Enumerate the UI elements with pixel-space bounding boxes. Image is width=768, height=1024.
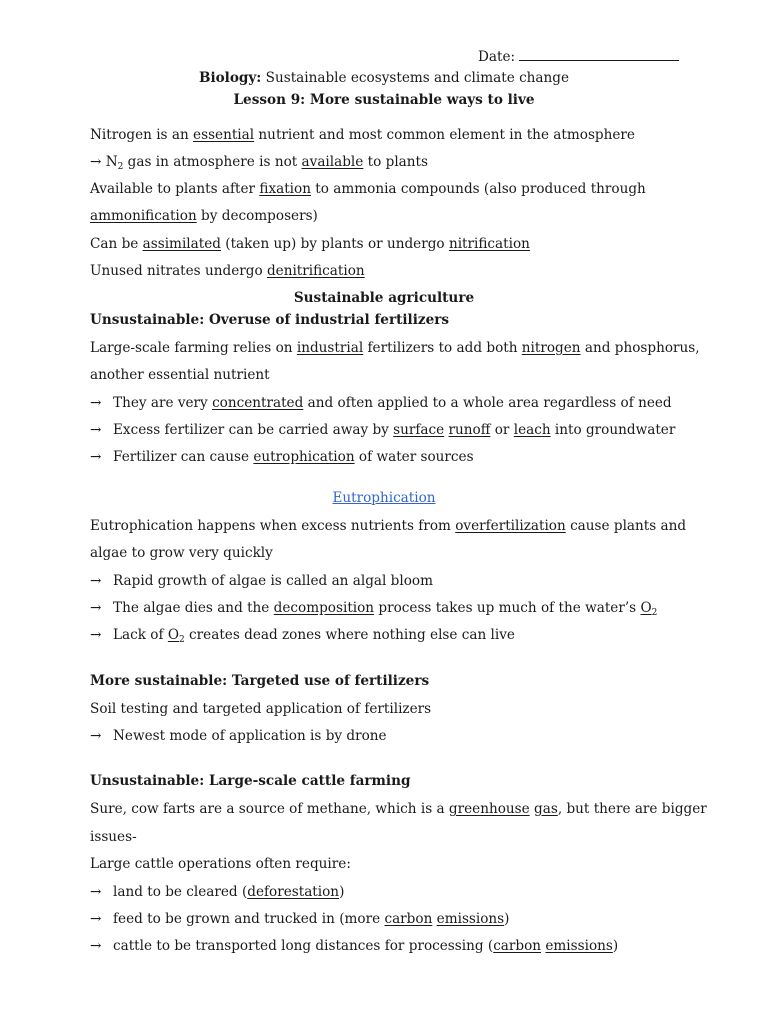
- term-runoff: runoff: [448, 422, 491, 438]
- subscript: 2: [651, 608, 658, 618]
- term-concentrated: concentrated: [212, 395, 304, 411]
- term-available: available: [301, 154, 364, 170]
- text: Large-scale farming relies on: [90, 340, 297, 356]
- nitrogen-line-5: [90, 235, 530, 253]
- text: Excess fertilizer can be carried away by: [113, 422, 394, 438]
- arrow-icon: →: [90, 395, 102, 411]
- date-field: [478, 48, 679, 66]
- agriculture-line-1: [90, 339, 700, 357]
- eutrophication-link-row: [0, 489, 768, 507]
- bullet-eutrophication: [90, 448, 474, 466]
- term-overfertilization: overfertilization: [455, 518, 566, 534]
- bullet-runoff: [90, 421, 675, 439]
- text: Unused nitrates undergo: [90, 263, 267, 279]
- bullet-deforestation: [90, 883, 344, 901]
- arrow-icon: →: [90, 600, 102, 616]
- section-title-agriculture: Sustainable agriculture: [293, 290, 475, 306]
- arrow-icon: →: [90, 728, 102, 744]
- text: gas in atmosphere is not: [123, 154, 302, 170]
- nitrogen-line-2: [90, 153, 428, 171]
- text: Eutrophication happens when excess nutrients from: [90, 518, 456, 534]
- text: (taken up) by plants or undergo: [220, 236, 449, 252]
- bullet-decomposition: [90, 599, 657, 617]
- term-essential: essential: [193, 127, 255, 143]
- arrow-icon: →: [90, 627, 102, 643]
- term-emissions: emissions: [436, 911, 505, 927]
- nitrogen-line-1: [90, 126, 635, 144]
- subject-line: [0, 69, 768, 87]
- cattle-line-3: Large cattle operations often require:: [90, 856, 351, 872]
- term-gas: gas: [534, 801, 558, 817]
- subject-label: Biology:: [198, 70, 262, 86]
- term-nitrogen: nitrogen: [521, 340, 581, 356]
- bullet-dead-zones: [90, 626, 515, 644]
- term-fixation: fixation: [259, 181, 311, 197]
- text: feed to be grown and trucked in (more: [113, 911, 385, 927]
- bullet-algal-bloom: [90, 572, 433, 590]
- text: Newest mode of application is by drone: [113, 728, 387, 744]
- text: The algae dies and the: [113, 600, 274, 616]
- eutrophication-line-1: [90, 517, 686, 535]
- term-carbon: carbon: [493, 938, 542, 954]
- text: ): [339, 884, 345, 900]
- text: or: [490, 422, 514, 438]
- term-denitrification: denitrification: [266, 263, 365, 279]
- agriculture-line-2: another essential nutrient: [90, 367, 270, 383]
- subject-title: Sustainable ecosystems and climate change: [261, 70, 570, 86]
- term-greenhouse: greenhouse: [448, 801, 530, 817]
- term-emissions: emissions: [545, 938, 613, 954]
- cattle-line-2: issues-: [90, 829, 137, 845]
- nitrogen-line-6: [90, 262, 365, 280]
- subscript: 2: [179, 635, 185, 645]
- term-assimilated: assimilated: [142, 236, 221, 252]
- text: cattle to be transported long distances for processing (: [113, 938, 494, 954]
- term-ammonification: ammonification: [90, 208, 197, 224]
- term-eutrophication: eutrophication: [253, 449, 355, 465]
- arrow-icon: →: [90, 911, 102, 927]
- text: Available to plants after: [90, 181, 260, 197]
- text: land to be cleared (: [113, 884, 248, 900]
- lesson-title: Lesson 9: More sustainable ways to live: [233, 92, 535, 108]
- term-industrial: industrial: [296, 340, 364, 356]
- term-deforestation: deforestation: [247, 884, 340, 900]
- arrow-icon: →: [90, 573, 102, 589]
- heading-targeted-fertilizers: More sustainable: Targeted use of fertilizers: [90, 673, 430, 689]
- text: They are very: [113, 395, 213, 411]
- text: Nitrogen is an: [90, 127, 194, 143]
- term-decomposition: decomposition: [273, 600, 375, 616]
- text: cause plants and: [565, 518, 687, 534]
- arrow-icon: →: [90, 884, 102, 900]
- term-leach: leach: [513, 422, 551, 438]
- text: O: [167, 627, 179, 643]
- text: Fertilizer can cause: [113, 449, 254, 465]
- text: to plants: [363, 154, 428, 170]
- eutrophication-link[interactable]: Eutrophication: [332, 490, 436, 506]
- date-blank: [519, 48, 679, 61]
- nitrogen-line-3: [90, 180, 646, 198]
- text: nutrient and most common element in the atmosphere: [254, 127, 635, 143]
- arrow-icon: →: [90, 449, 102, 465]
- date-label: Date:: [478, 49, 516, 65]
- term-nitrification: nitrification: [448, 236, 530, 252]
- text: process takes up much of the water’s: [374, 600, 641, 616]
- arrow-icon: →: [90, 422, 102, 438]
- eutrophication-line-2: algae to grow very quickly: [90, 545, 273, 561]
- heading-cattle-farming: Unsustainable: Large-scale cattle farming: [90, 773, 411, 789]
- term-carbon: carbon: [384, 911, 433, 927]
- term-surface: surface: [393, 422, 445, 438]
- text: by decomposers): [196, 208, 318, 224]
- text: ): [504, 911, 510, 927]
- text: Rapid growth of algae is called an algal bloom: [113, 573, 433, 589]
- cattle-line-1: [90, 800, 707, 818]
- subscript: 2: [117, 162, 124, 172]
- bullet-drone: [90, 727, 387, 745]
- targeted-line-1: Soil testing and targeted application of fertilizers: [90, 701, 432, 717]
- text: Lack of: [113, 627, 168, 643]
- text: creates dead zones where nothing else can live: [184, 627, 515, 643]
- text: into groundwater: [550, 422, 676, 438]
- text: ): [612, 938, 619, 954]
- arrow-icon: →: [90, 938, 102, 954]
- bullet-transport: [90, 937, 618, 955]
- text: , but there are bigger: [557, 801, 707, 817]
- text: and often applied to a whole area regardless of need: [303, 395, 672, 411]
- text: O: [640, 600, 652, 616]
- nitrogen-line-4: [90, 207, 318, 225]
- bullet-feed: [90, 910, 509, 928]
- bullet-concentrated: [90, 394, 672, 412]
- text: Can be: [90, 236, 143, 252]
- heading-unsustainable-fertilizers: Unsustainable: Overuse of industrial fertilizers: [90, 312, 450, 328]
- term-oxygen: [640, 600, 657, 616]
- text: and phosphorus,: [580, 340, 700, 356]
- text: of water sources: [354, 449, 474, 465]
- text: → N: [90, 154, 118, 170]
- text: Sure, cow farts are a source of methane, which is a: [90, 801, 449, 817]
- term-oxygen: [168, 627, 185, 643]
- text: fertilizers to add both: [363, 340, 522, 356]
- text: to ammonia compounds (also produced through: [310, 181, 646, 197]
